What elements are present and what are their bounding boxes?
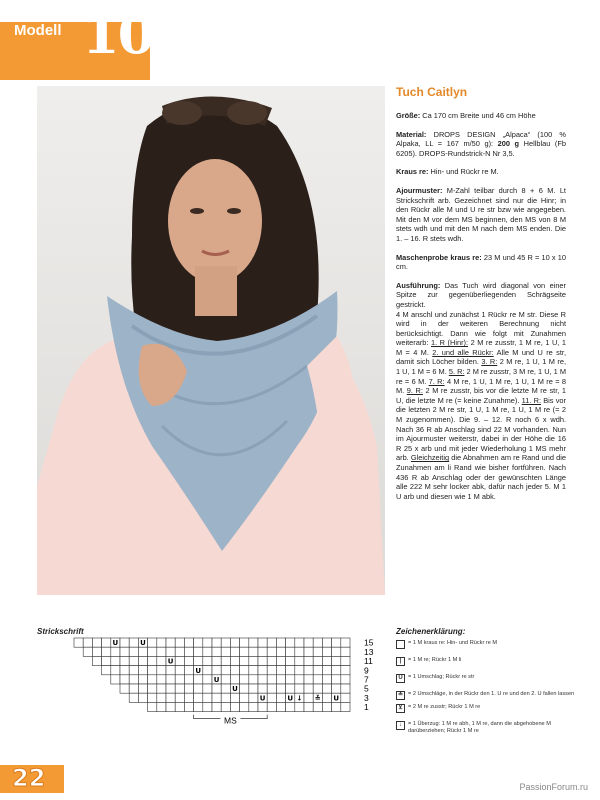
chart-cell <box>194 684 203 693</box>
legend-symbol-icon <box>396 640 405 649</box>
chart-cell <box>92 638 101 647</box>
chart-cell <box>304 647 313 656</box>
chart-cell <box>166 702 175 711</box>
chart-cell <box>102 656 111 665</box>
chart-row-label: 7 <box>364 674 369 685</box>
chart-cell <box>203 638 212 647</box>
chart-cell <box>203 666 212 675</box>
row-3-label: 3. R: <box>481 357 498 367</box>
legend-symbol-icon: ↓ <box>396 721 405 730</box>
execution-text: Das Tuch wird diagonal von einer Spitze zur gegenüberliegenden Schrägseite gestrickt. <box>396 280 567 309</box>
material-paragraph <box>396 130 566 159</box>
chart-cell <box>267 647 276 656</box>
legend-text: = 1 Überzug: 1 M re abh, 1 M re, dann die abgehobene M darüberziehen; Rückr 1 M re <box>408 721 551 734</box>
chart-cell <box>120 666 129 675</box>
chart-symbol: U <box>195 666 202 675</box>
chart-cell <box>148 702 157 711</box>
chart-cell <box>102 666 111 675</box>
chart-cell <box>157 684 166 693</box>
simultaneous-text: die Abnahmen am re Rand und die Zunahmen am li Rand wie bisher fortführen. Nach 436 R ab Anschlag oder der gewünschten Länge alle 222 M sehr locker abk, dafür nach jeder 5. M 1 U arb und diesen wie 1 M abk. <box>396 453 566 501</box>
chart-row-label: 5 <box>364 683 369 694</box>
legend-symbol-icon: U <box>396 674 405 683</box>
chart-row-label: 13 <box>364 646 374 657</box>
chart-cell <box>286 675 295 684</box>
chart-symbol: ≚ <box>314 694 321 703</box>
chart-cell <box>194 675 203 684</box>
chart-cell <box>295 702 304 711</box>
chart-cell <box>148 693 157 702</box>
chart-cell <box>230 638 239 647</box>
chart-row-label: 9 <box>364 665 369 676</box>
chart-cell <box>83 638 92 647</box>
chart-symbol: U <box>112 639 119 648</box>
chart-cell <box>175 638 184 647</box>
row-9-text: 2 M re zusstr, bis vor die letzte M re str, 1 U, die letzte M re (= keine Zunahme). <box>396 386 566 405</box>
chart-cell <box>295 638 304 647</box>
chart-cell <box>138 656 147 665</box>
chart-cell <box>267 638 276 647</box>
chart-cell <box>194 693 203 702</box>
chart-cell <box>212 647 221 656</box>
chart-cell <box>249 666 258 675</box>
chart-cell <box>267 666 276 675</box>
chart-cell <box>166 666 175 675</box>
chart-cell <box>267 702 276 711</box>
row-5-text: 2 M re zusstr, 3 M re, 1 U, 1 M re = 6 M. <box>396 367 566 386</box>
legend-text: = 1 M re; Rückr 1 M li <box>408 657 462 663</box>
chart-cell <box>258 656 267 665</box>
chart-cell <box>249 638 258 647</box>
chart-cell <box>332 638 341 647</box>
repeat-label: MS <box>224 715 237 726</box>
chart-cell <box>258 638 267 647</box>
chart-cell <box>203 647 212 656</box>
chart-cell <box>249 693 258 702</box>
chart-cell <box>203 675 212 684</box>
chart-cell <box>276 693 285 702</box>
kraus-text: Hin- und Rückr re M. <box>430 167 499 177</box>
chart-cell <box>341 675 350 684</box>
chart-cell <box>258 666 267 675</box>
row-5-label: 5. R: <box>448 367 465 377</box>
chart-cell <box>313 675 322 684</box>
chart-cell <box>175 656 184 665</box>
knitting-chart <box>30 636 374 731</box>
chart-cell <box>258 684 267 693</box>
chart-cell <box>92 647 101 656</box>
chart-cell <box>295 684 304 693</box>
chart-cell <box>286 656 295 665</box>
chart-cell <box>111 666 120 675</box>
legend-item <box>396 674 576 683</box>
chart-row-label: 3 <box>364 692 369 703</box>
chart-cell <box>166 638 175 647</box>
chart-cell <box>276 666 285 675</box>
chart-cell <box>184 693 193 702</box>
chart-symbol: U <box>140 639 146 648</box>
chart-cell <box>295 666 304 675</box>
chart-cell <box>295 656 304 665</box>
chart-cell <box>129 647 138 656</box>
chart-cell <box>341 702 350 711</box>
chart-cell <box>138 693 147 702</box>
chart-symbol: U <box>232 685 238 694</box>
chart-cell <box>212 656 221 665</box>
chart-cell <box>194 702 203 711</box>
chart-cell <box>120 638 129 647</box>
chart-cell <box>175 666 184 675</box>
chart-cell <box>157 638 166 647</box>
chart-cell <box>92 656 101 665</box>
chart-cell <box>203 684 212 693</box>
chart-cell <box>313 702 322 711</box>
chart-cell <box>129 675 138 684</box>
chart-cell <box>184 647 193 656</box>
chart-symbol: U <box>287 694 294 703</box>
row-9-label: 9. R: <box>406 386 423 396</box>
chart-cell <box>240 656 249 665</box>
chart-cell <box>230 693 239 702</box>
chart-cell <box>221 656 230 665</box>
model-number: 10 <box>82 2 154 66</box>
chart-cell <box>194 647 203 656</box>
chart-cell <box>322 666 331 675</box>
row-2-text: Alle M und U re str, damit sich Löcher bilden. <box>396 347 566 367</box>
execution-label: Ausführung: <box>396 280 441 290</box>
chart-cell <box>184 702 193 711</box>
chart-cell <box>249 675 258 684</box>
chart-cell <box>221 702 230 711</box>
chart-cell <box>341 666 350 675</box>
chart-title: Strickschrift <box>37 627 84 636</box>
legend-item <box>396 691 576 700</box>
row-7-text: 4 M re, 1 U, 1 M re, 1 U, 1 M re = 8 M. <box>396 376 566 396</box>
chart-cell <box>148 638 157 647</box>
chart-cell <box>157 702 166 711</box>
chart-cell <box>184 675 193 684</box>
chart-cell <box>157 675 166 684</box>
chart-cell <box>240 693 249 702</box>
chart-cell <box>230 702 239 711</box>
chart-cell <box>148 675 157 684</box>
chart-cell <box>313 684 322 693</box>
chart-cell <box>175 702 184 711</box>
legend-text: = 2 M re zusstr; Rückr 1 M re <box>408 704 481 710</box>
chart-cell <box>295 647 304 656</box>
chart-cell <box>148 666 157 675</box>
chart-cell <box>267 675 276 684</box>
chart-cell <box>313 638 322 647</box>
chart-cell <box>341 684 350 693</box>
chart-symbol: ↓ <box>296 694 303 703</box>
material-label: Material: <box>396 129 427 139</box>
chart-cell <box>221 684 230 693</box>
chart-cell <box>203 656 212 665</box>
chart-cell <box>212 684 221 693</box>
chart-cell <box>157 656 166 665</box>
chart-cell <box>230 647 239 656</box>
chart-cell <box>166 675 175 684</box>
chart-cell <box>148 656 157 665</box>
chart-cell <box>212 702 221 711</box>
instructions-paragraph <box>396 310 566 502</box>
legend-item <box>396 640 576 649</box>
chart-cell <box>304 666 313 675</box>
chart-cell <box>184 666 193 675</box>
chart-cell <box>120 647 129 656</box>
chart-cell <box>138 666 147 675</box>
chart-cell <box>332 666 341 675</box>
chart-cell <box>286 638 295 647</box>
chart-cell <box>276 702 285 711</box>
chart-cell <box>322 684 331 693</box>
chart-cell <box>249 647 258 656</box>
simultaneous-label: Gleichzeitig <box>410 453 450 463</box>
chart-cell <box>184 656 193 665</box>
watermark: PassionForum.ru <box>519 782 588 792</box>
chart-cell <box>102 638 111 647</box>
gauge-paragraph <box>396 253 566 272</box>
material-text-2: Hellblau (Fb 6205). DROPS-Rundstrick-N Nr 3,5. <box>396 139 566 158</box>
chart-cell <box>249 702 258 711</box>
chart-cell <box>230 666 239 675</box>
chart-cell <box>286 702 295 711</box>
chart-symbol: U <box>259 694 266 703</box>
material-text-1: DROPS DESIGN „Alpaca“ (100 % Alpaka, LL = 167 m/50 g): <box>396 129 566 149</box>
size-label: Größe: <box>396 111 421 120</box>
kraus-paragraph <box>396 167 566 177</box>
chart-cell <box>276 656 285 665</box>
chart-cell <box>129 693 138 702</box>
chart-cell <box>332 656 341 665</box>
chart-cell <box>111 675 120 684</box>
chart-cell <box>230 675 239 684</box>
chart-cell <box>332 675 341 684</box>
ajour-text: M-Zahl teilbar durch 8 + 6 M. Lt Strickschrift arb. Gezeichnet sind nur die Hinr; in den Rückr alle M und U re str bzw wie angegeben. Mit den M vor dem MS beginnen, den MS von 8 M stets wdh und mit den M nach dem MS enden. Die 1. – 16. R stets wdh. <box>396 185 566 243</box>
chart-cell <box>286 647 295 656</box>
chart-cell <box>212 638 221 647</box>
chart-cell <box>212 693 221 702</box>
chart-cell <box>120 684 129 693</box>
legend-text: = 2 Umschläge, in der Rückr den 1. U re und den 2. U fallen lassen <box>408 691 575 697</box>
chart-cell <box>267 684 276 693</box>
chart-cell <box>322 702 331 711</box>
size-text: Ca 170 cm Breite und 46 cm Höhe <box>422 111 536 120</box>
row-11-text: Bis vor die letzten 2 M re str, 1 U, 1 M re, 1 U, 1 M re (= 2 M zugenommen). Die 9. – 12. R noch 6 x wdh. Nach 36 R ab Anschlag sind 22 M vorhanden. Nun im Ajourmuster weiterstr, dabei in der Höhe die 16 R 25 x arb und mit jeder Wiederholung 1 MS mehr arb. <box>396 395 566 463</box>
chart-cell <box>267 656 276 665</box>
chart-cell <box>166 684 175 693</box>
kraus-label: Kraus re: <box>396 167 429 177</box>
chart-cell <box>249 684 258 693</box>
chart-cell <box>322 675 331 684</box>
legend-symbol-icon: ⊻ <box>396 704 405 713</box>
chart-cell <box>194 656 203 665</box>
row-3-text: 2 M re, 1 U, 1 M re, 1 U, 1 M = 6 M. <box>396 357 566 377</box>
chart-symbol: U <box>213 676 220 684</box>
chart-cell <box>157 666 166 675</box>
chart-row-label: 11 <box>364 656 373 667</box>
chart-cell <box>341 693 350 702</box>
chart-cell <box>304 638 313 647</box>
chart-cell <box>322 656 331 665</box>
chart-cell <box>194 638 203 647</box>
chart-cell <box>240 675 249 684</box>
chart-cell <box>221 693 230 702</box>
chart-cell <box>175 647 184 656</box>
chart-cell <box>313 647 322 656</box>
execution-paragraph <box>396 281 566 310</box>
chart-cell <box>221 647 230 656</box>
chart-row-label: 15 <box>364 637 374 648</box>
chart-cell <box>304 702 313 711</box>
chart-cell <box>184 638 193 647</box>
material-amount: 200 g <box>497 139 520 149</box>
chart-cell <box>74 638 83 647</box>
chart-cell <box>258 675 267 684</box>
chart-row-label: 1 <box>364 702 369 713</box>
chart-cell <box>322 693 331 702</box>
legend-text: = 1 M kraus re: Hin- und Rückr re M <box>408 640 498 646</box>
chart-cell <box>102 647 111 656</box>
chart-cell <box>230 656 239 665</box>
chart-cell <box>83 647 92 656</box>
chart-cell <box>313 666 322 675</box>
chart-cell <box>175 675 184 684</box>
chart-cell <box>332 647 341 656</box>
chart-cell <box>203 693 212 702</box>
model-photo <box>37 86 385 595</box>
legend-symbol-icon: | <box>396 657 405 666</box>
chart-cell <box>148 647 157 656</box>
chart-symbol: U <box>333 694 340 703</box>
chart-cell <box>138 647 147 656</box>
chart-cell <box>129 684 138 693</box>
chart-cell <box>166 693 175 702</box>
chart-cell <box>240 702 249 711</box>
chart-cell <box>258 647 267 656</box>
chart-cell <box>203 702 212 711</box>
chart-cell <box>304 656 313 665</box>
legend <box>396 640 576 743</box>
chart-cell <box>240 666 249 675</box>
chart-cell <box>138 684 147 693</box>
legend-symbol-icon: ≚ <box>397 692 404 698</box>
chart-cell <box>175 693 184 702</box>
chart-cell <box>221 666 230 675</box>
ajour-paragraph <box>396 186 566 244</box>
legend-item <box>396 721 576 735</box>
chart-cell <box>221 675 230 684</box>
chart-cell <box>286 684 295 693</box>
chart-cell <box>341 647 350 656</box>
gauge-text: 23 M und 45 R = 10 x 10 cm. <box>396 252 566 272</box>
chart-cell <box>175 684 184 693</box>
ajour-label: Ajourmuster: <box>396 185 443 195</box>
chart-cell <box>332 702 341 711</box>
chart-cell <box>138 675 147 684</box>
model-label: Modell <box>14 22 62 39</box>
chart-cell <box>304 675 313 684</box>
chart-cell <box>341 638 350 647</box>
row-11-label: 11. R: <box>521 395 541 405</box>
chart-cell <box>240 647 249 656</box>
chart-cell <box>129 656 138 665</box>
chart-cell <box>276 638 285 647</box>
legend-item <box>396 657 576 666</box>
chart-cell <box>286 666 295 675</box>
legend-item <box>396 704 576 713</box>
chart-cell <box>332 684 341 693</box>
gauge-label: Maschenprobe kraus re: <box>396 252 482 262</box>
chart-cell <box>258 702 267 711</box>
row-1-text: 2 M re zusstr, 1 M re, 1 U, 1 M = 4 M. <box>396 338 566 357</box>
chart-cell <box>111 656 120 665</box>
chart-cell <box>120 656 129 665</box>
chart-cell <box>322 647 331 656</box>
chart-cell <box>221 638 230 647</box>
chart-cell <box>157 693 166 702</box>
chart-cell <box>240 638 249 647</box>
size-paragraph <box>396 111 566 121</box>
chart-cell <box>249 656 258 665</box>
chart-cell <box>304 684 313 693</box>
chart-cell <box>120 675 129 684</box>
chart-cell <box>295 675 304 684</box>
chart-cell <box>148 684 157 693</box>
page-number: 22 <box>12 764 46 792</box>
chart-cell <box>129 638 138 647</box>
chart-cell <box>212 666 221 675</box>
chart-cell <box>129 666 138 675</box>
chart-cell <box>313 656 322 665</box>
article-title: Tuch Caitlyn <box>396 85 468 99</box>
chart-cell <box>276 675 285 684</box>
chart-symbol: U <box>167 657 174 666</box>
chart-cell <box>267 693 276 702</box>
legend-text: = 1 Umschlag; Rückr re str <box>408 674 475 680</box>
row-1-label: 1. R (Hinr): <box>430 338 469 348</box>
row-2-label: 2. und alle Rückr: <box>432 347 494 357</box>
chart-cell <box>111 647 120 656</box>
row-7-label: 7. R: <box>428 376 445 386</box>
chart-cell <box>322 638 331 647</box>
chart-cell <box>184 684 193 693</box>
legend-title: Zeichenerklärung: <box>396 627 466 636</box>
body-1: 4 M anschl und zunächst 1 Rückr re M str. Diese R wird in der weiteren Berechnung nicht berücksichtigt. Dann wie folgt mit Zunahmen weiterarb: <box>396 309 566 348</box>
chart-cell <box>276 684 285 693</box>
chart-cell <box>276 647 285 656</box>
chart-cell <box>304 693 313 702</box>
pattern-text <box>396 86 566 501</box>
chart-cell <box>341 656 350 665</box>
chart-cell <box>166 647 175 656</box>
chart-cell <box>240 684 249 693</box>
chart-cell <box>157 647 166 656</box>
